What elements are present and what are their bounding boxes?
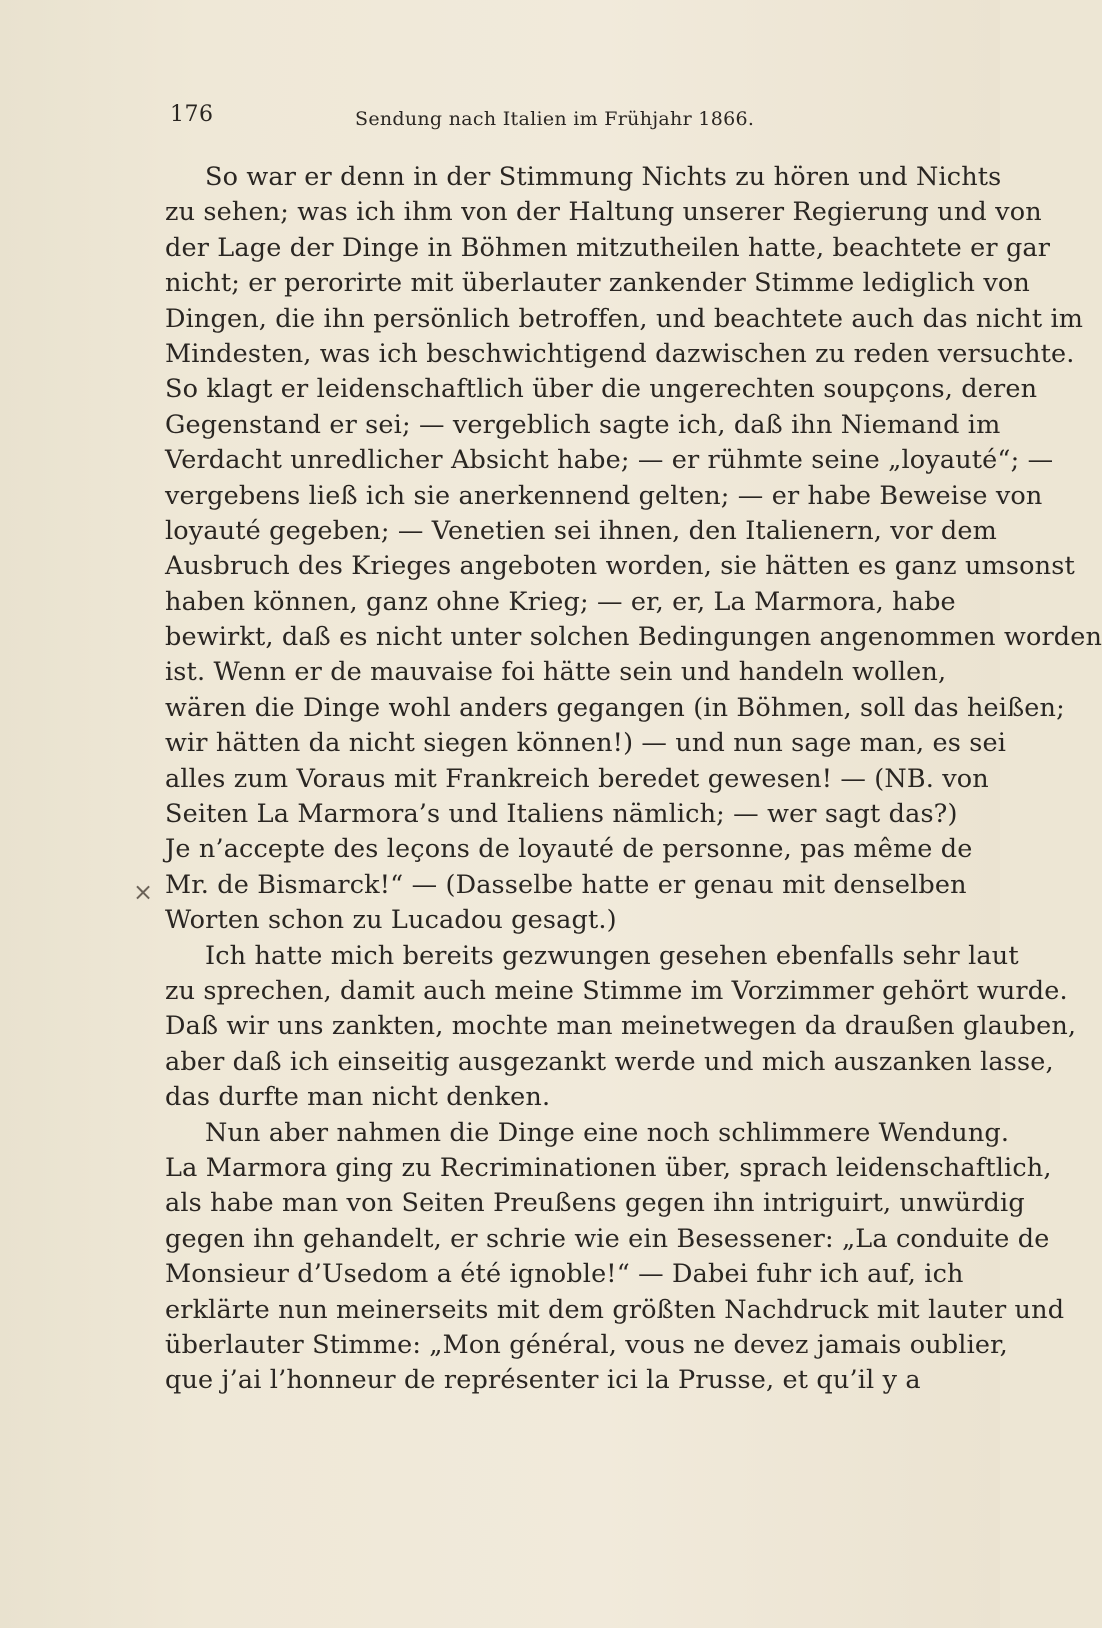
text-line: Je n’accepte des leçons de loyauté de personne, pas même de — [165, 834, 973, 865]
text-line: So klagt er leidenschaftlich über die ungerechten soupçons, deren — [165, 374, 1038, 405]
text-line: Ich hatte mich bereits gezwungen gesehen ebenfalls sehr laut — [205, 940, 1019, 971]
text-line: Mindesten, was ich beschwichtigend dazwischen zu reden versuchte. — [165, 338, 1075, 369]
text-line: erklärte nun meinerseits mit dem größten Nachdruck mit lauter und — [165, 1294, 1065, 1325]
text-line: gegen ihn gehandelt, er schrie wie ein Besessener: „La conduite de — [165, 1223, 1050, 1254]
text-line: Mr. de Bismarck!“ — (Dasselbe hatte er genau mit denselben — [165, 869, 967, 900]
text-line: ist. Wenn er de mauvaise foi hätte sein und handeln wollen, — [165, 657, 947, 688]
text-line: que j’ai l’honneur de représenter ici la Prusse, et qu’il y a — [165, 1365, 921, 1396]
text-line: La Marmora ging zu Recriminationen über, sprach leidenschaftlich, — [165, 1152, 1052, 1183]
text-line: das durfte man nicht denken. — [165, 1082, 551, 1113]
text-line: Seiten La Marmora’s und Italiens nämlich; — wer sagt das?) — [165, 799, 958, 830]
text-line: vergebens ließ ich sie anerkennend gelten; — er habe Beweise von — [165, 480, 1043, 511]
text-line: Verdacht unredlicher Absicht habe; — er rühmte seine „loyauté“; — — [165, 445, 1054, 476]
text-line: Worten schon zu Lucadou gesagt.) — [165, 905, 617, 936]
text-line: So war er denn in der Stimmung Nichts zu hören und Nichts — [205, 162, 1002, 192]
page-header — [160, 100, 800, 140]
text-line: überlauter Stimme: „Mon général, vous ne devez jamais oublier, — [165, 1329, 1008, 1360]
body-text — [165, 160, 1102, 1399]
text-line: nicht; er perorirte mit überlauter zankender Stimme lediglich von — [165, 268, 1030, 299]
text-line: zu sehen; was ich ihm von der Haltung unserer Regierung und von — [165, 197, 1042, 228]
text-line: Dingen, die ihn persönlich betroffen, und beachtete auch das nicht im — [165, 303, 1084, 334]
text-line: aber daß ich einseitig ausgezankt werde und mich auszanken lasse, — [165, 1046, 1054, 1077]
text-line: wir hätten da nicht siegen können!) — und nun sage man, es sei — [165, 728, 1007, 759]
text-line: zu sprechen, damit auch meine Stimme im Vorzimmer gehört wurde. — [165, 975, 1068, 1006]
text-line: alles zum Voraus mit Frankreich beredet gewesen! — (NB. von — [165, 763, 989, 794]
page-number: 176 — [170, 102, 214, 127]
text-line: haben können, ganz ohne Krieg; — er, er, La Marmora, habe — [165, 586, 956, 617]
text-line: Monsieur d’Usedom a été ignoble!“ — Dabei fuhr ich auf, ich — [165, 1259, 964, 1290]
text-line: der Lage der Dinge in Böhmen mitzutheilen hatte, beachtete er gar — [165, 232, 1051, 263]
text-line: wären die Dinge wohl anders gegangen (in Böhmen, soll das heißen; — [165, 692, 1065, 723]
text-line: als habe man von Seiten Preußens gegen ihn intriguirt, unwürdig — [165, 1188, 1025, 1219]
running-head: Sendung nach Italien im Frühjahr 1866. — [355, 108, 755, 130]
text-line: Daß wir uns zankten, mochte man meinetwegen da draußen glauben, — [165, 1011, 1077, 1042]
text-line: loyauté gegeben; — Venetien sei ihnen, den Italienern, vor dem — [165, 515, 997, 546]
text-line: Ausbruch des Krieges angeboten worden, sie hätten es ganz umsonst — [165, 551, 1075, 582]
text-line: bewirkt, daß es nicht unter solchen Bedingungen angenommen worden — [165, 622, 1102, 653]
text-line: Nun aber nahmen die Dinge eine noch schlimmere Wendung. — [205, 1117, 1010, 1148]
text-line: Gegenstand er sei; — vergeblich sagte ich, daß ihn Niemand im — [165, 409, 1001, 440]
margin-mark: × — [133, 878, 154, 906]
